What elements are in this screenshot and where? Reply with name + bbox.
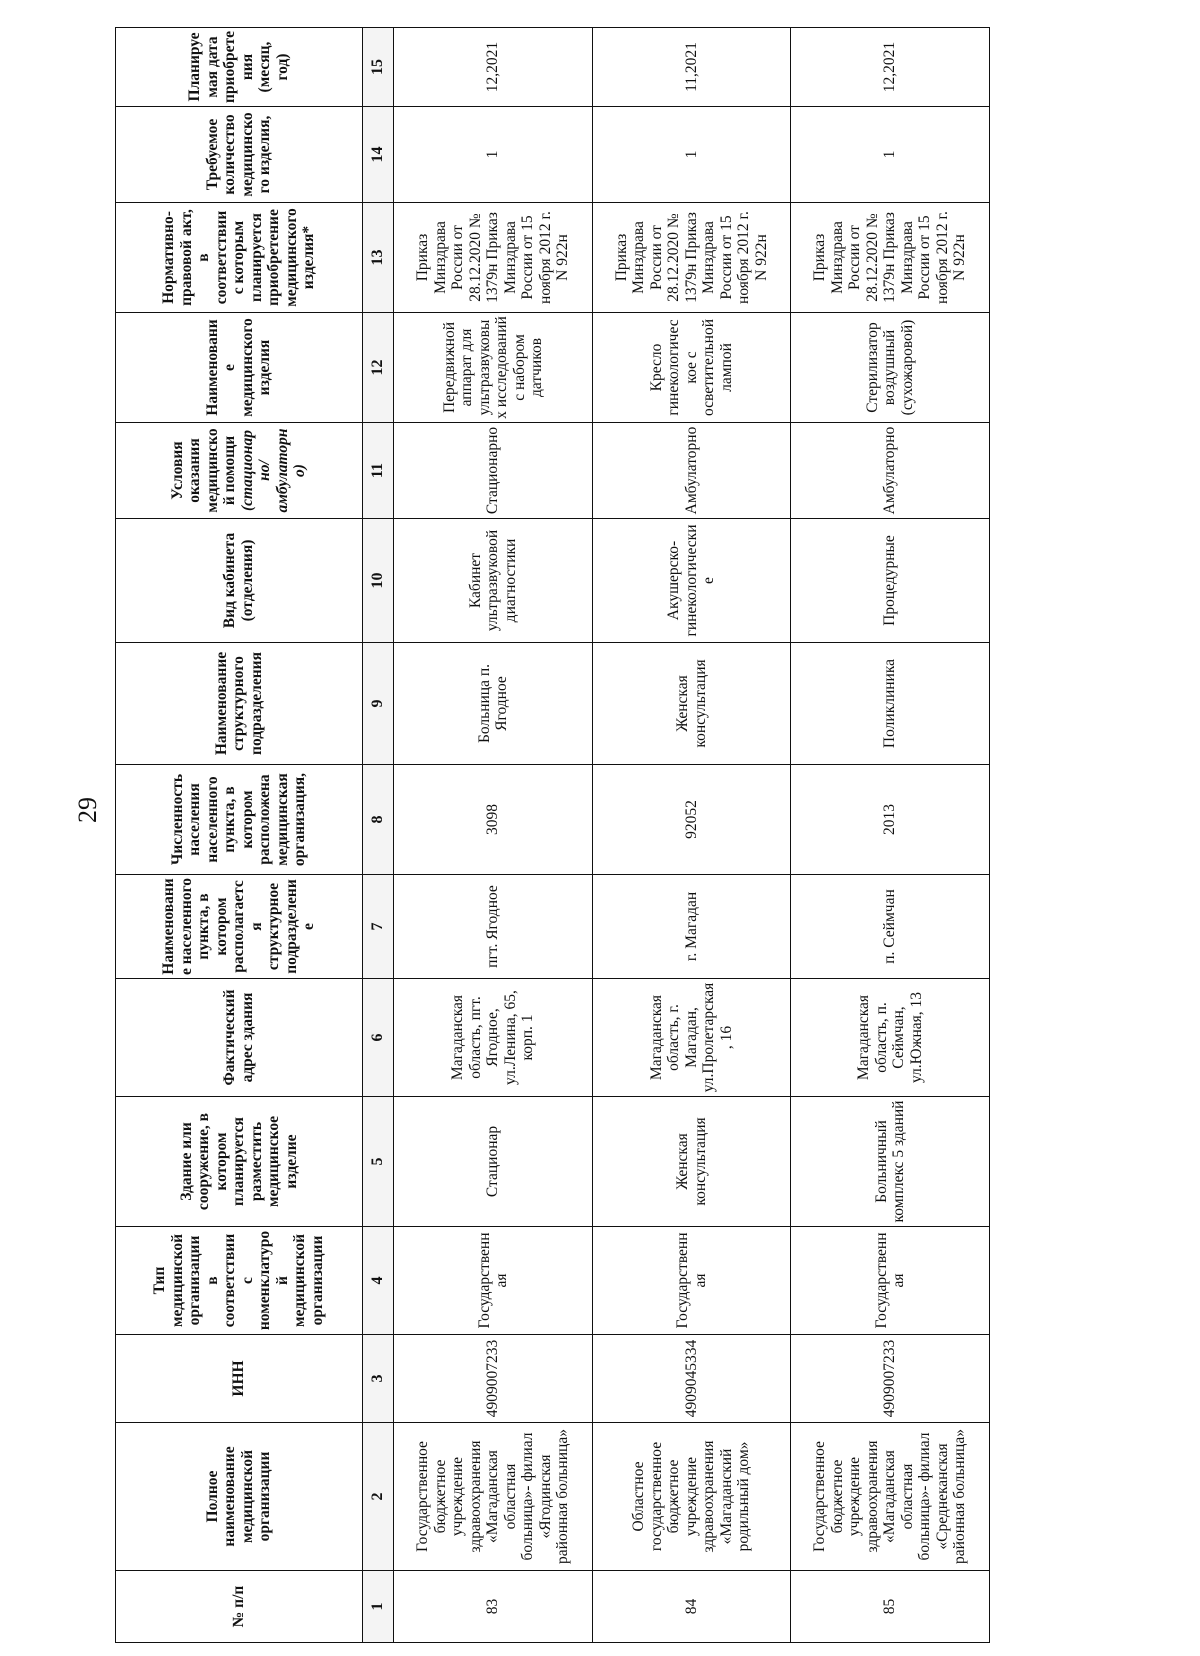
address: Магаданская область, п. Сеймчан, ул.Южная, 13 (791, 979, 990, 1097)
planned-date: 11,2021 (592, 28, 791, 107)
legal-act: Приказ Минздрава России от 28.12.2020 № 1379н Приказ Минздрава России от 15 ноября 2012 г. N 922н (592, 203, 791, 313)
device-name: Передвижной аппарат для ультразвуковых исследований с набором датчиков (394, 313, 593, 423)
column-number: 7 (362, 875, 393, 979)
row-number: 83 (394, 1571, 593, 1643)
inn: 4909007233 (791, 1335, 990, 1423)
quantity: 1 (791, 107, 990, 203)
header-cell: ИНН (116, 1335, 363, 1423)
address: Магаданская область, г. Магадан, ул.Пролетарская, 16 (592, 979, 791, 1097)
header-cell: Тип медицинской организации в соответствии с номенклатурой медицинской организации (116, 1227, 363, 1335)
population: 3098 (394, 765, 593, 875)
header-cell: Численность населения населенного пункта, в котором расположена медицинская организация, (116, 765, 363, 875)
building: Больничный комплекс 5 зданий (791, 1097, 990, 1227)
quantity: 1 (394, 107, 593, 203)
planned-date: 12,2021 (791, 28, 990, 107)
header-cell: Здание или сооружение, в котором планируется разместить медицинское изделие (116, 1097, 363, 1227)
care-conditions: Амбулаторно (592, 423, 791, 519)
header-cell: Требуемое количество медицинского изделия, (116, 107, 363, 203)
column-number: 14 (362, 107, 393, 203)
cabinet-type: Кабинет ультразвуковой диагностики (394, 519, 593, 643)
header-row (116, 28, 363, 1643)
header-cell-note: (стационарно/ амбулаторно) (238, 428, 309, 513)
header-cell: Планируемая дата приобретения (месяц, год) (116, 28, 363, 107)
table-row (394, 28, 593, 1643)
address: Магаданская область, пгт. Ягодное, ул.Ленина, 65, корп. 1 (394, 979, 593, 1097)
org-type: Государственная (592, 1227, 791, 1335)
locality: пгт. Ягодное (394, 875, 593, 979)
column-number: 9 (362, 643, 393, 765)
inn: 4909007233 (394, 1335, 593, 1423)
org-name: Государственное бюджетное учреждение здравоохранения «Магаданская областная больница»- филиал «Ягодинская районная больница» (394, 1423, 593, 1571)
column-number: 6 (362, 979, 393, 1097)
subdivision: Женская консультация (592, 643, 791, 765)
column-number: 5 (362, 1097, 393, 1227)
column-number: 10 (362, 519, 393, 643)
column-number: 2 (362, 1423, 393, 1571)
page-number: 29 (73, 797, 102, 823)
header-cell: Полное наименование медицинской организации (116, 1423, 363, 1571)
column-number: 12 (362, 313, 393, 423)
header-cell: Нормативно-правовой акт, в соответствии с которым планируется приобретение медицинского изделия* (116, 203, 363, 313)
population: 92052 (592, 765, 791, 875)
row-number: 85 (791, 1571, 990, 1643)
header-cell: Наименование населенного пункта, в котором располагается структурное подразделение (116, 875, 363, 979)
population: 2013 (791, 765, 990, 875)
column-number: 3 (362, 1335, 393, 1423)
org-name: Государственное бюджетное учреждение здравоохранения «Магаданская областная больница»- филиал «Среднеканская районная больница» (791, 1423, 990, 1571)
subdivision: Поликлиника (791, 643, 990, 765)
care-conditions: Амбулаторно (791, 423, 990, 519)
table-row (592, 28, 791, 1643)
org-type: Государственная (394, 1227, 593, 1335)
legal-act: Приказ Минздрава России от 28.12.2020 № 1379н Приказ Минздрава России от 15 ноября 2012 г. N 922н (394, 203, 593, 313)
building: Женская консультация (592, 1097, 791, 1227)
legal-act: Приказ Минздрава России от 28.12.2020 № 1379н Приказ Минздрава России от 15 ноября 2012 г. N 922н (791, 203, 990, 313)
building: Стационар (394, 1097, 593, 1227)
header-cell-text: Условия оказания медицинской помощи (168, 428, 239, 513)
device-name: Стерилизатор воздушный (сухожаровой) (791, 313, 990, 423)
header-cell: Наименование медицинского изделия (116, 313, 363, 423)
locality: п. Сеймчан (791, 875, 990, 979)
planned-date: 12,2021 (394, 28, 593, 107)
header-cell: Наименование структурного подразделения (116, 643, 363, 765)
column-number-row (362, 28, 393, 1643)
org-name: Областное государственное бюджетное учреждение здравоохранения «Магаданский родильный дом» (592, 1423, 791, 1571)
column-number: 15 (362, 28, 393, 107)
quantity: 1 (592, 107, 791, 203)
table-row (791, 28, 990, 1643)
rotated-table-wrapper (115, 28, 990, 1643)
inn: 4909045334 (592, 1335, 791, 1423)
device-name: Кресло гинекологическое с осветительной лампой (592, 313, 791, 423)
header-cell (116, 423, 363, 519)
care-conditions: Стационарно (394, 423, 593, 519)
header-cell: № п/п (116, 1571, 363, 1643)
subdivision: Больница п. Ягодное (394, 643, 593, 765)
column-number: 11 (362, 423, 393, 519)
locality: г. Магадан (592, 875, 791, 979)
cabinet-type: Акушерско-гинекологические (592, 519, 791, 643)
column-number: 1 (362, 1571, 393, 1643)
header-cell: Вид кабинета (отделения) (116, 519, 363, 643)
column-number: 4 (362, 1227, 393, 1335)
medical-devices-table (115, 27, 990, 1643)
column-number: 8 (362, 765, 393, 875)
cabinet-type: Процедурные (791, 519, 990, 643)
column-number: 13 (362, 203, 393, 313)
org-type: Государственная (791, 1227, 990, 1335)
header-cell: Фактический адрес здания (116, 979, 363, 1097)
row-number: 84 (592, 1571, 791, 1643)
